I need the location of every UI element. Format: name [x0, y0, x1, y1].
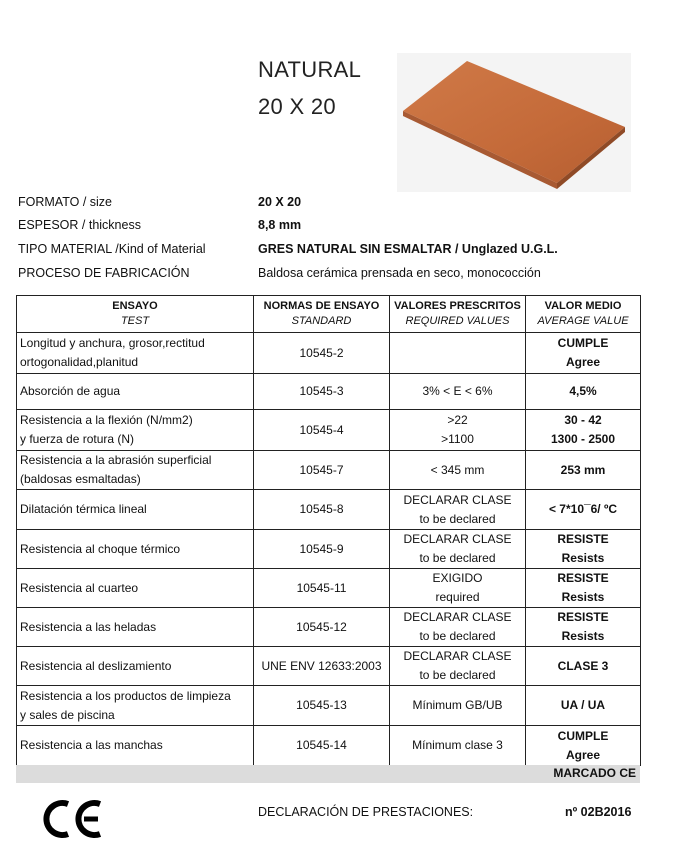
cell-test: Resistencia al deslizamiento	[17, 647, 254, 686]
product-format: 20 X 20	[258, 94, 336, 119]
table-header-row	[17, 296, 641, 333]
cell-standard: 10545-7	[254, 451, 390, 490]
cell-average: CUMPLE Agree	[526, 333, 641, 374]
table-row	[17, 726, 641, 766]
declaration-label: DECLARACIÓN DE PRESTACIONES:	[258, 805, 474, 819]
spec-thickness-label: ESPESOR / thickness	[18, 218, 141, 232]
table-row	[17, 374, 641, 410]
cell-required: DECLARAR CLASE to be declared	[390, 490, 526, 530]
cell-average: CLASE 3	[526, 647, 641, 686]
spec-process-value: Baldosa cerámica prensada en seco, monococción	[258, 266, 541, 280]
cell-test: Dilatación térmica lineal	[17, 490, 254, 530]
cell-standard: 10545-2	[254, 333, 390, 374]
cell-average: UA / UA	[526, 686, 641, 726]
table-row	[17, 647, 641, 686]
spec-format-label: FORMATO / size	[18, 195, 112, 209]
cell-test: Resistencia al cuarteo	[17, 569, 254, 608]
spec-material-label: TIPO MATERIAL /Kind of Material	[18, 242, 206, 256]
cell-average: < 7*10¯6/ ºC	[526, 490, 641, 530]
ce-marking-bar	[16, 765, 640, 783]
spec-material-value: GRES NATURAL SIN ESMALTAR / Unglazed U.G.L.	[258, 242, 558, 256]
cell-required: EXIGIDO required	[390, 569, 526, 608]
cell-required: Mínimum clase 3	[390, 726, 526, 766]
cell-standard: 10545-13	[254, 686, 390, 726]
cell-required: < 345 mm	[390, 451, 526, 490]
declaration-number: nº 02B2016	[565, 805, 632, 819]
cell-test: Absorción de agua	[17, 374, 254, 410]
cell-required	[390, 333, 526, 374]
cell-required: DECLARAR CLASE to be declared	[390, 530, 526, 569]
ce-mark-icon	[38, 797, 104, 846]
cell-standard: 10545-12	[254, 608, 390, 647]
cell-test: Resistencia a las heladas	[17, 608, 254, 647]
table-row	[17, 410, 641, 451]
table-row	[17, 451, 641, 490]
test-results-table	[16, 295, 641, 766]
cell-required: DECLARAR CLASE to be declared	[390, 647, 526, 686]
cell-test: Resistencia a las manchas	[17, 726, 254, 766]
cell-standard: 10545-14	[254, 726, 390, 766]
cell-average: RESISTE Resists	[526, 530, 641, 569]
cell-average: 30 - 42 1300 - 2500	[526, 410, 641, 451]
cell-average: 253 mm	[526, 451, 641, 490]
spec-process-label: PROCESO DE FABRICACIÓN	[18, 266, 190, 280]
cell-required: 3% < E < 6%	[390, 374, 526, 410]
table-row	[17, 530, 641, 569]
spec-thickness-value: 8,8 mm	[258, 218, 302, 232]
cell-standard: 10545-4	[254, 410, 390, 451]
cell-test: Resistencia a los productos de limpieza y sales de piscina	[17, 686, 254, 726]
table-row	[17, 333, 641, 374]
product-name: NATURAL	[258, 57, 362, 82]
table-row	[17, 490, 641, 530]
header-required: VALORES PRESCRITOS REQUIRED VALUES	[390, 296, 526, 333]
table-row	[17, 686, 641, 726]
cell-required: DECLARAR CLASE to be declared	[390, 608, 526, 647]
cell-test: Resistencia a la flexión (N/mm2) y fuerza de rotura (N)	[17, 410, 254, 451]
table-row	[17, 608, 641, 647]
cell-average: RESISTE Resists	[526, 569, 641, 608]
cell-test: Longitud y anchura, grosor,rectitud ortogonalidad,planitud	[17, 333, 254, 374]
cell-average: 4,5%	[526, 374, 641, 410]
cell-standard: 10545-3	[254, 374, 390, 410]
cell-test: Resistencia a la abrasión superficial (baldosas esmaltadas)	[17, 451, 254, 490]
spec-format-value: 20 X 20	[258, 195, 302, 209]
header-average: VALOR MEDIO AVERAGE VALUE	[526, 296, 641, 333]
table-row	[17, 569, 641, 608]
cell-standard: 10545-8	[254, 490, 390, 530]
cell-required: Mínimum GB/UB	[390, 686, 526, 726]
cell-required: >22 >1100	[390, 410, 526, 451]
header-test: ENSAYO TEST	[17, 296, 254, 333]
header-standard: NORMAS DE ENSAYO STANDARD	[254, 296, 390, 333]
cell-standard: 10545-9	[254, 530, 390, 569]
cell-test: Resistencia al choque térmico	[17, 530, 254, 569]
cell-standard: UNE ENV 12633:2003	[254, 647, 390, 686]
cell-average: RESISTE Resists	[526, 608, 641, 647]
tile-image	[397, 53, 631, 192]
cell-standard: 10545-11	[254, 569, 390, 608]
cell-average: CUMPLE Agree	[526, 726, 641, 766]
marcado-ce-label: MARCADO CE	[553, 766, 636, 780]
